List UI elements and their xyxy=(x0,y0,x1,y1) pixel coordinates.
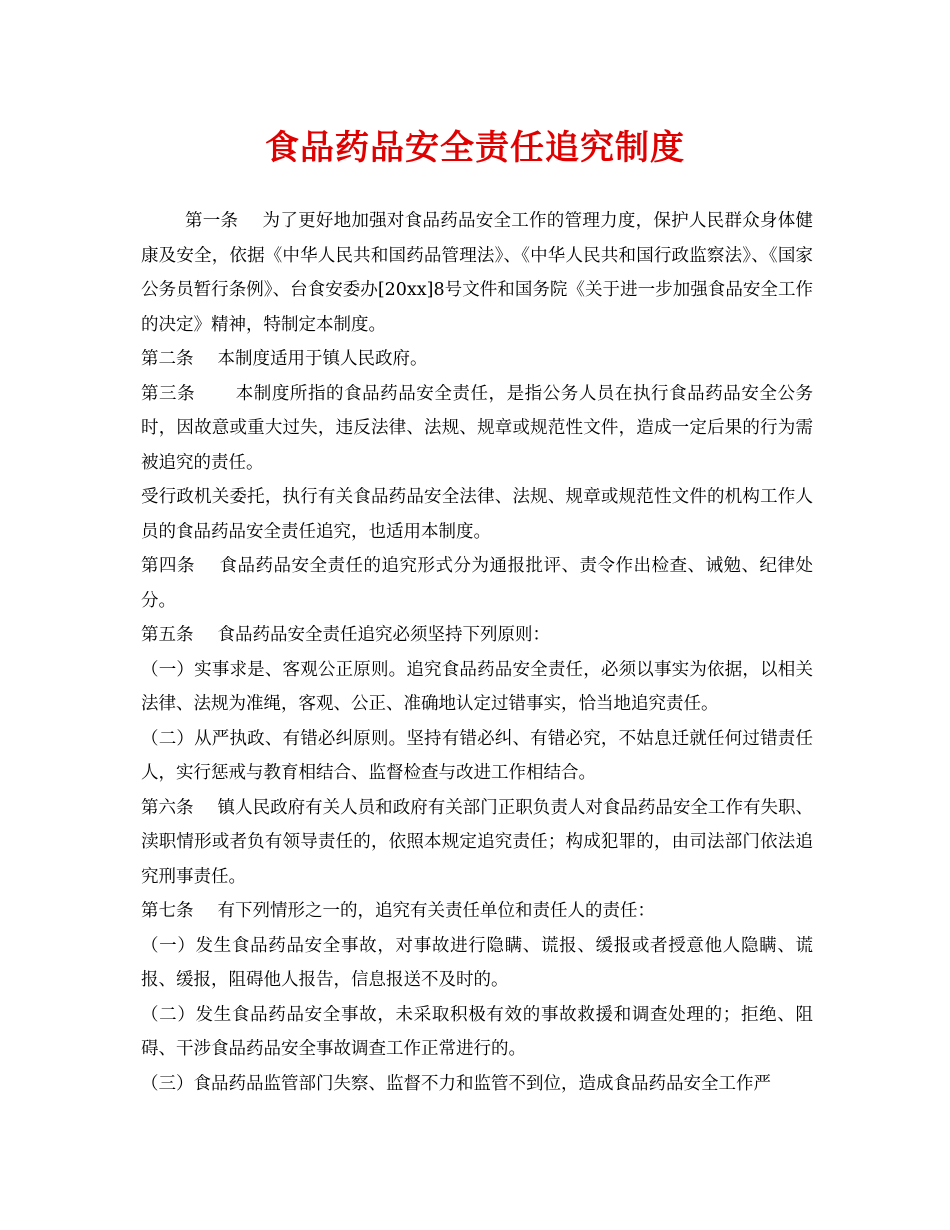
article-7 xyxy=(141,894,813,929)
article-text: 食品药品安全责任追究必须坚持下列原则： xyxy=(217,625,550,645)
article-text: 食品药品安全责任的追究形式分为通报批评、责令作出检查、诫勉、纪律处分。 xyxy=(141,556,813,611)
article-text: 有下列情形之一的，追究有关责任单位和责任人的责任： xyxy=(217,901,655,921)
article-label: 第四条 xyxy=(141,556,195,576)
article-4 xyxy=(141,549,813,618)
article-3 xyxy=(141,377,813,481)
article-6 xyxy=(141,791,813,895)
article-label: 第六条 xyxy=(141,797,194,818)
article-text: 为了更好地加强对食品药品安全工作的管理力度，保护人民群众身体健康及安全，依据《中华人民共和国药品管理法》、《中华人民共和国行政监察法》、《国家公务员暂行条例》、台食安委办[20xx]8号文件和国务院《关于进一步加强食品安全工作的决定》精神，特制定本制度。 xyxy=(141,211,814,335)
list-item-text: （三）食品药品监管部门失察、监督不力和监管不到位，造成食品药品安全工作严 xyxy=(141,1073,771,1094)
document-title: 食品药品安全责任追究制度 xyxy=(265,128,685,168)
article-1 xyxy=(141,204,813,342)
list-item xyxy=(141,722,813,791)
article-label: 第一条 xyxy=(185,211,239,231)
paragraph xyxy=(141,480,813,549)
article-label: 第三条 xyxy=(141,383,196,404)
list-item-text: （一）实事求是、客观公正原则。追究食品药品安全责任，必须以事实为依据，以相关法律、法规为准绳，客观、公正、准确地认定过错事实，恰当地追究责任。 xyxy=(141,659,813,714)
list-item xyxy=(141,998,813,1067)
article-text: 本制度所指的食品药品安全责任，是指公务人员在执行食品药品安全公务时，因故意或重大过失，违反法律、法规、规章或规范性文件，造成一定后果的行为需被追究的责任。 xyxy=(141,383,813,473)
list-item xyxy=(141,1067,813,1102)
article-text: 本制度适用于镇人民政府。 xyxy=(217,349,428,369)
article-label: 第七条 xyxy=(141,901,194,921)
article-label: 第五条 xyxy=(141,625,194,645)
article-text: 镇人民政府有关人员和政府有关部门正职负责人对食品药品安全工作有失职、渎职情形或者负有领导责任的，依照本规定追究责任；构成犯罪的，由司法部门依法追究刑事责任。 xyxy=(141,797,814,887)
list-item-text: （二）从严执政、有错必纠原则。坚持有错必纠、有错必究，不姑息迁就任何过错责任人，实行惩戒与教育相结合、监督检查与改进工作相结合。 xyxy=(141,728,813,783)
list-item-text: （二）发生食品药品安全事故，未采取积极有效的事故救援和调查处理的；拒绝、阻碍、干涉食品药品安全事故调查工作正常进行的。 xyxy=(141,1004,813,1059)
article-2 xyxy=(141,342,813,377)
article-label: 第二条 xyxy=(141,349,194,369)
paragraph-text: 受行政机关委托，执行有关食品药品安全法律、法规、规章或规范性文件的机构工作人员的食品药品安全责任追究，也适用本制度。 xyxy=(141,487,813,542)
document-body xyxy=(141,204,813,1101)
list-item-text: （一）发生食品药品安全事故，对事故进行隐瞒、谎报、缓报或者授意他人隐瞒、谎报、缓报，阻碍他人报告，信息报送不及时的。 xyxy=(141,935,813,990)
article-5 xyxy=(141,618,813,653)
list-item xyxy=(141,929,813,998)
list-item xyxy=(141,653,813,722)
